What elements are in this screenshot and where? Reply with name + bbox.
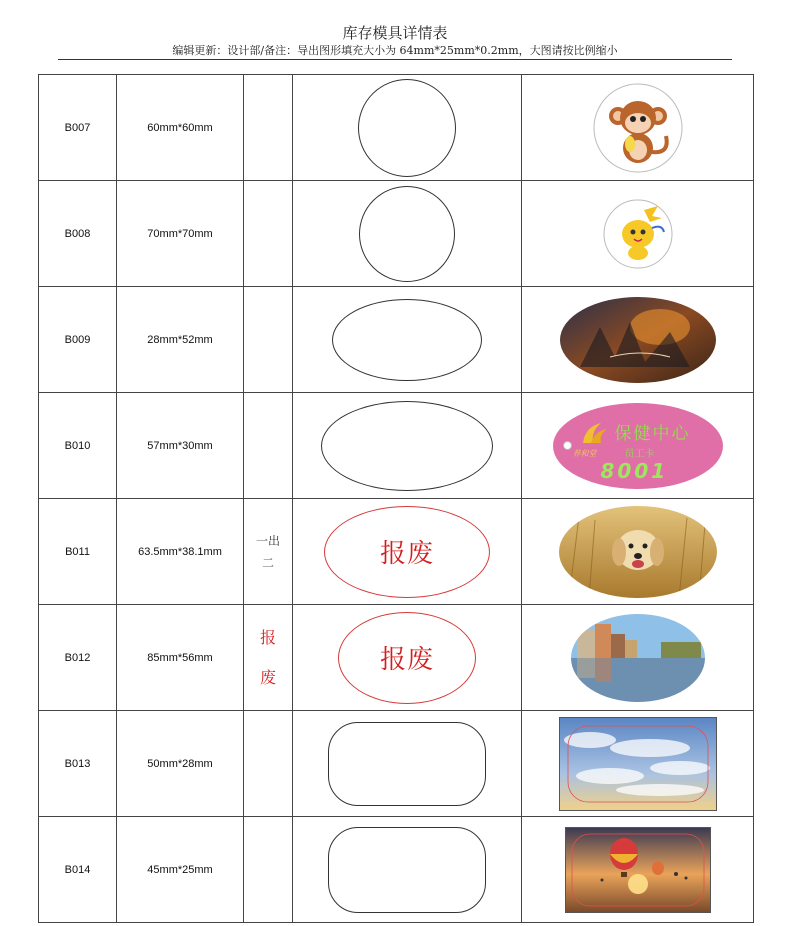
- card-subtitle: 员工卡: [624, 448, 655, 460]
- mold-code: B014: [39, 817, 117, 923]
- mold-code: B008: [39, 181, 117, 287]
- shape-cell: [293, 711, 522, 817]
- table-row: [39, 817, 754, 923]
- thumbnail-cell: [522, 499, 754, 605]
- page-subtitle: 编辑更新：设计部/备注：导出图形填充大小为 64mm*25mm*0.2mm，大图请按比例缩小: [172, 44, 618, 57]
- card-title: 保健中心: [614, 423, 691, 444]
- thumbnail-cell: [522, 181, 754, 287]
- scrapped-label: 报废: [379, 645, 434, 675]
- monkey-cartoon-icon: [592, 82, 684, 174]
- mold-note: [244, 499, 293, 605]
- thumbnail-cell: [522, 393, 754, 499]
- note-line: 二: [261, 555, 274, 570]
- ellipse-outline: [338, 612, 476, 704]
- mold-code: B010: [39, 393, 117, 499]
- note-line: 一出: [255, 533, 280, 548]
- table-row: [39, 605, 754, 711]
- card-logo-text: 养和堂: [572, 448, 597, 458]
- note-line: 废: [259, 667, 276, 687]
- title-divider: [58, 59, 732, 60]
- card-hole-icon: [563, 441, 572, 450]
- hot-air-balloons-sunset-image: [565, 827, 711, 913]
- stadium-outline: [328, 827, 486, 913]
- mold-code: B009: [39, 287, 117, 393]
- scrapped-label: 报废: [379, 539, 434, 569]
- thumbnail-cell: [522, 605, 754, 711]
- employee-card-image: [553, 403, 723, 489]
- table-row: [39, 393, 754, 499]
- table-row: [39, 499, 754, 605]
- mold-note: [244, 605, 293, 711]
- mold-note: [244, 75, 293, 181]
- cloudy-sky-image: [559, 717, 717, 811]
- stadium-outline: [328, 722, 486, 806]
- thumbnail-cell: [522, 817, 754, 923]
- circle-outline: [358, 79, 456, 177]
- note-line: 报: [259, 627, 276, 647]
- ellipse-outline: [324, 506, 490, 598]
- table-row: [39, 287, 754, 393]
- mold-code: B011: [39, 499, 117, 605]
- shape-cell: [293, 817, 522, 923]
- mold-note: [244, 287, 293, 393]
- mold-note: [244, 181, 293, 287]
- ellipse-outline: [321, 401, 493, 491]
- mold-size: 70mm*70mm: [117, 181, 244, 287]
- mold-size: 60mm*60mm: [117, 75, 244, 181]
- shape-cell: [293, 75, 522, 181]
- mold-size: 28mm*52mm: [117, 287, 244, 393]
- mold-size: 57mm*30mm: [117, 393, 244, 499]
- table-row: [39, 711, 754, 817]
- table-row: [39, 75, 754, 181]
- circle-outline: [359, 186, 455, 282]
- page-title: 库存模具详情表: [342, 24, 448, 42]
- shape-cell: [293, 181, 522, 287]
- shape-cell: [293, 393, 522, 499]
- mold-note: [244, 817, 293, 923]
- game-battle-scene-image: [560, 297, 716, 383]
- table-row: [39, 181, 754, 287]
- shape-cell: [293, 499, 522, 605]
- mold-code: B013: [39, 711, 117, 817]
- mold-code: B007: [39, 75, 117, 181]
- mold-code: B012: [39, 605, 117, 711]
- card-logo-icon: [579, 421, 609, 447]
- canal-town-reflection-image: [571, 614, 705, 702]
- thumbnail-cell: [522, 711, 754, 817]
- mold-note: [244, 393, 293, 499]
- mold-size: 85mm*56mm: [117, 605, 244, 711]
- thumbnail-cell: [522, 287, 754, 393]
- ellipse-outline: [332, 299, 482, 381]
- card-number: 8001: [600, 458, 669, 483]
- mold-size: 45mm*25mm: [117, 817, 244, 923]
- mold-size: 50mm*28mm: [117, 711, 244, 817]
- shape-cell: [293, 287, 522, 393]
- mold-size: 63.5mm*38.1mm: [117, 499, 244, 605]
- cartoon-character-icon: [602, 198, 674, 270]
- thumbnail-cell: [522, 75, 754, 181]
- dog-in-wheat-field-image: [559, 506, 717, 598]
- mold-inventory-table: [38, 74, 754, 923]
- shape-cell: [293, 605, 522, 711]
- mold-note: [244, 711, 293, 817]
